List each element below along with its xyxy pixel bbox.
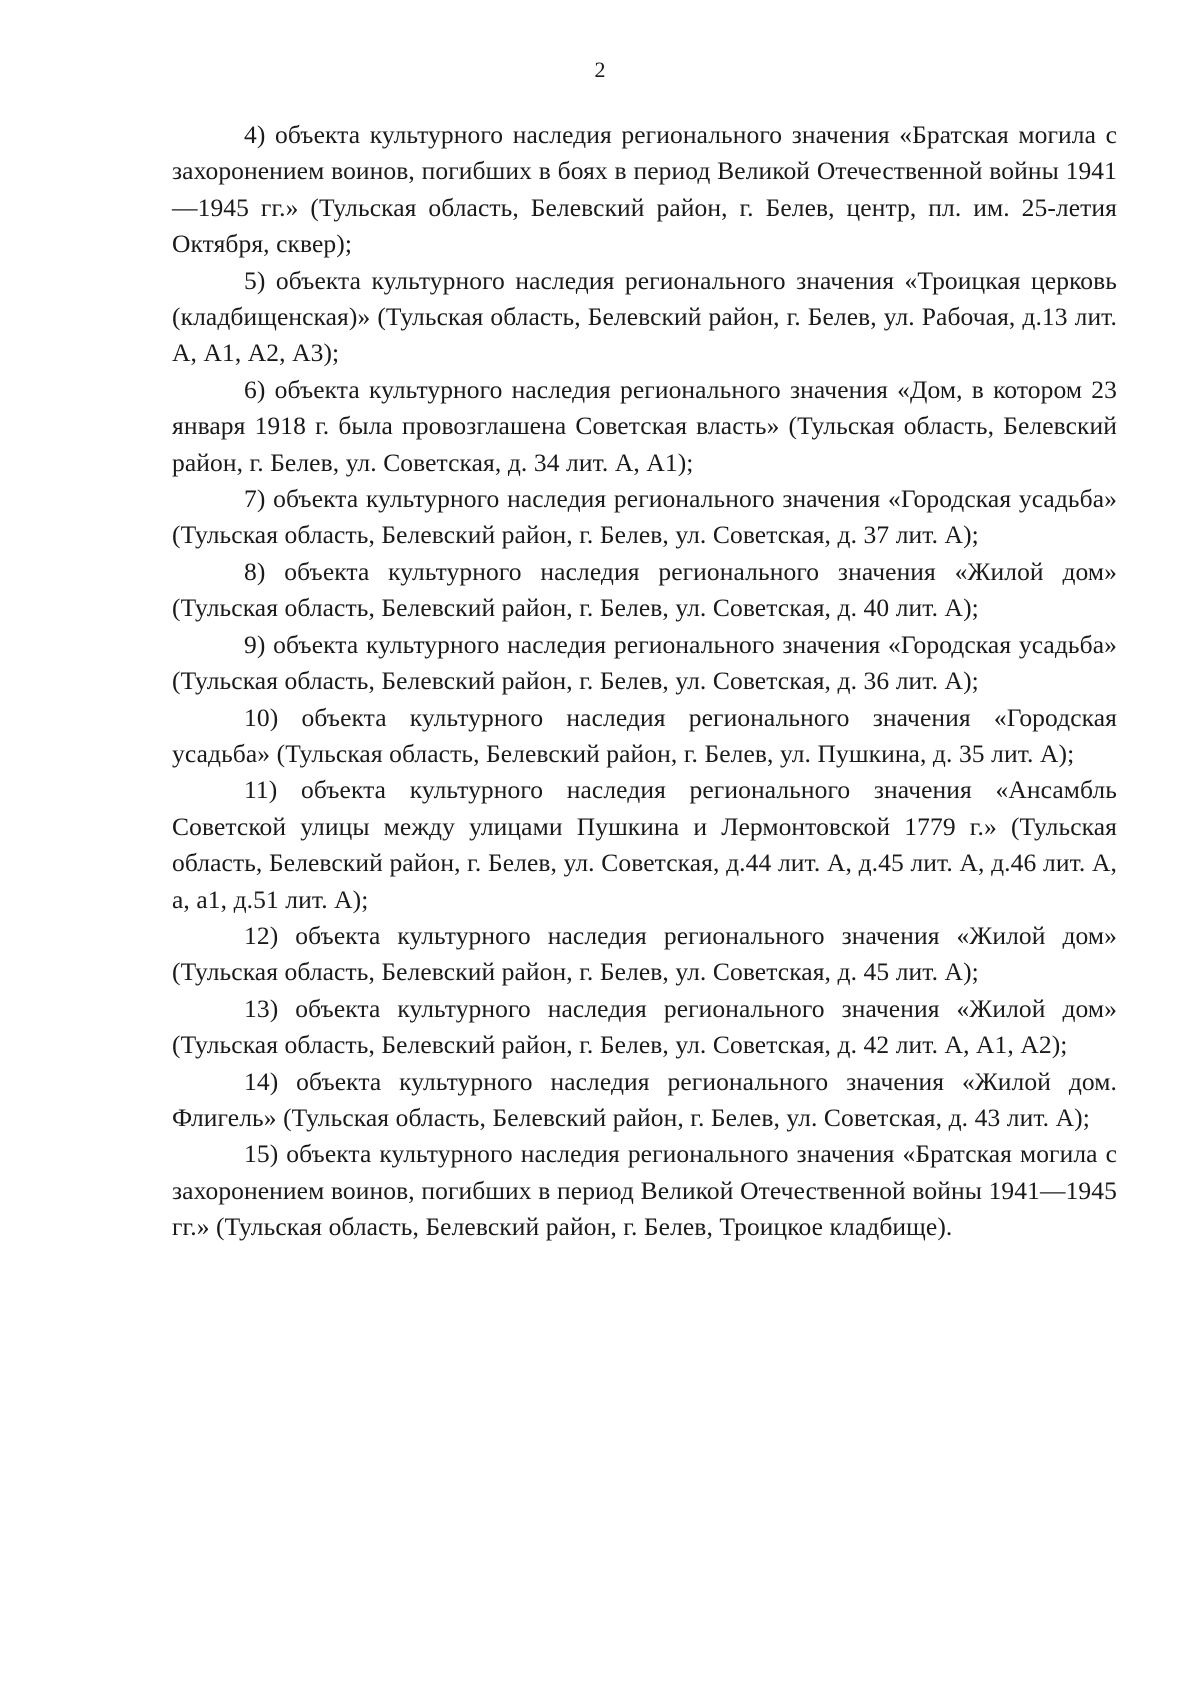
list-item-11: 11) объекта культурного наследия регионального значения «Ансамбль Советской улицы между улицами Пушкина и Лермонтовской 1779 г.» (Тульская область, Белевский район, г. Белев, ул. Советская, д.44 лит. А, д.45 лит. А, д.46 лит. А, а, а1, д.51 лит. А); xyxy=(172,775,1117,914)
list-item-10: 10) объекта культурного наследия регионального значения «Городская усадьба» (Тульская область, Белевский район, г. Белев, ул. Пушкина, д. 35 лит. А); xyxy=(172,702,1117,768)
document-body xyxy=(172,117,1117,1246)
list-item-13: 13) объекта культурного наследия регионального значения «Жилой дом» (Тульская область, Белевский район, г. Белев, ул. Советская, д. 42 лит. А, А1, А2); xyxy=(172,993,1117,1060)
list-item-12: 12) объекта культурного наследия регионального значения «Жилой дом» (Тульская область, Белевский район, г. Белев, ул. Советская, д. 45 лит. А); xyxy=(172,920,1117,987)
list-item-4: 4) объекта культурного наследия регионального значения «Братская могила с захоронением воинов, погибших в боях в период Великой Отечественной войны 1941—1945 гг.» (Тульская область, Белевский район, г. Белев, центр, пл. им. 25-летия Октября, сквер); xyxy=(172,120,1117,259)
list-item-5: 5) объекта культурного наследия регионального значения «Троицкая церковь (кладбищенская)» (Тульская область, Белевский район, г. Белев, ул. Рабочая, д.13 лит. А, А1, А2, А3); xyxy=(172,265,1117,368)
list-item-7: 7) объекта культурного наследия регионального значения «Городская усадьба» (Тульская область, Белевский район, г. Белев, ул. Советская, д. 37 лит. А); xyxy=(172,484,1117,550)
page-number: 2 xyxy=(594,57,606,82)
list-item-15: 15) объекта культурного наследия регионального значения «Братская могила с захоронением воинов, погибших в период Великой Отечественной войны 1941—1945 гг.» (Тульская область, Белевский район, г. Белев, Троицкое кладбище). xyxy=(172,1139,1117,1242)
list-item-14: 14) объекта культурного наследия регионального значения «Жилой дом. Флигель» (Тульская область, Белевский район, г. Белев, ул. Советская, д. 43 лит. А); xyxy=(172,1066,1117,1132)
list-item-6: 6) объекта культурного наследия регионального значения «Дом, в котором 23 января 1918 г. была провозглашена Советская власть» (Тульская область, Белевский район, г. Белев, ул. Советская, д. 34 лит. А, А1); xyxy=(172,374,1117,477)
list-item-8: 8) объекта культурного наследия регионального значения «Жилой дом» (Тульская область, Белевский район, г. Белев, ул. Советская, д. 40 лит. А); xyxy=(172,556,1117,623)
list-item-9: 9) объекта культурного наследия регионального значения «Городская усадьба» (Тульская область, Белевский район, г. Белев, ул. Советская, д. 36 лит. А); xyxy=(172,629,1117,696)
